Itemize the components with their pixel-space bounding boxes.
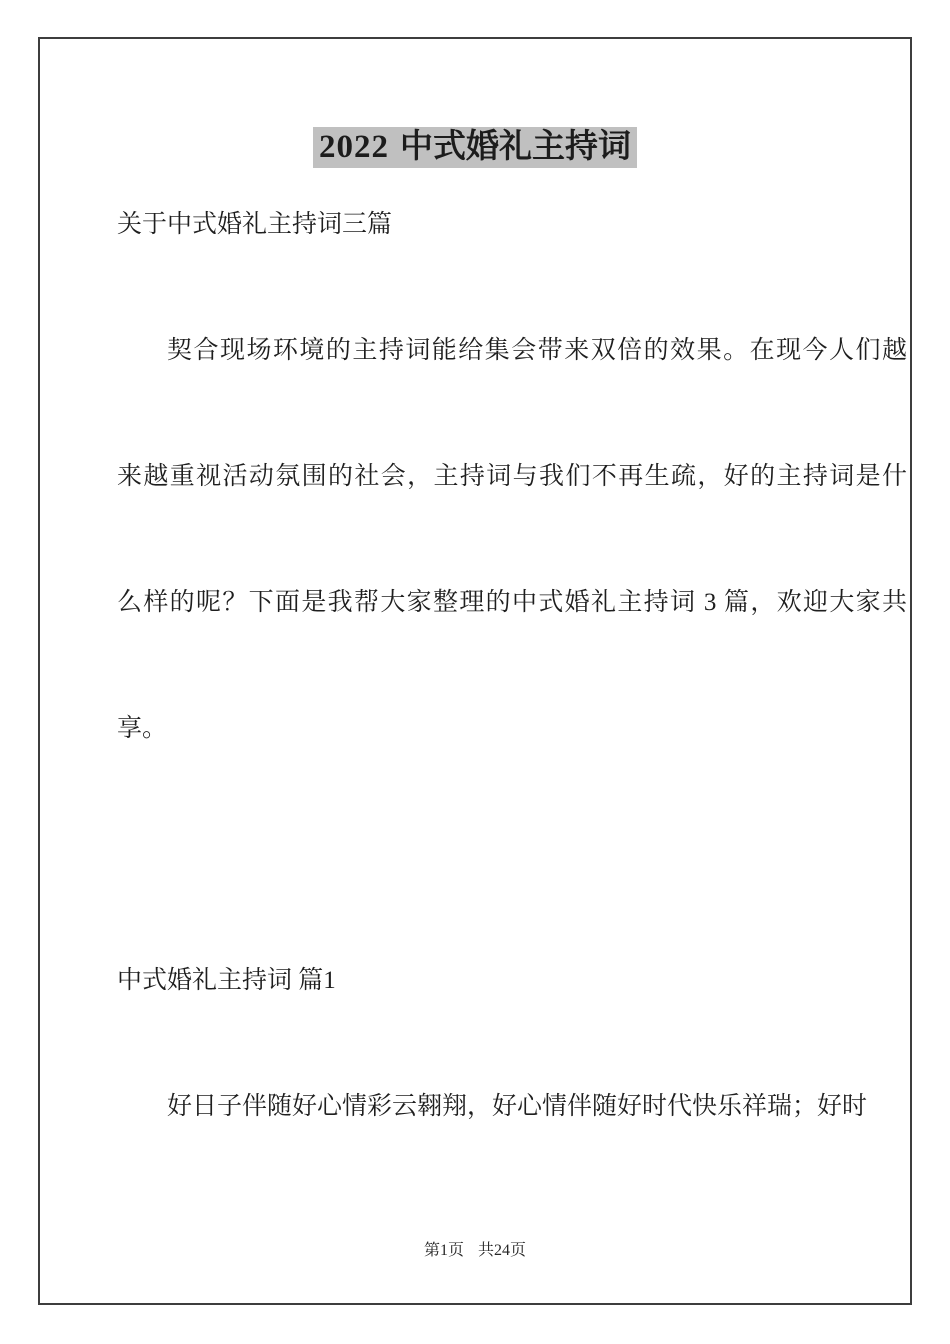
- text-line: 好日子伴随好心情彩云翱翔，好心情伴随好时代快乐祥瑞；好时: [167, 1093, 868, 1120]
- text-line: 么样的呢？下面是我帮大家整理的中式婚礼主持词 3 篇，欢迎大家共: [117, 589, 907, 616]
- title-year: 2022: [319, 129, 389, 165]
- text-line: 来越重视活动氛围的社会，主持词与我们不再生疏，好的主持词是什: [117, 463, 907, 490]
- total-pages: 共24页: [478, 1242, 527, 1259]
- section-heading-line: 中式婚礼主持词 篇1: [117, 967, 336, 994]
- text-line: 契合现场环境的主持词能给集会带来双倍的效果。在现今人们越: [167, 337, 907, 364]
- page-number: 第1页: [423, 1242, 464, 1259]
- document-page: [38, 37, 912, 1305]
- title-text: 中式婚礼主持词: [400, 129, 631, 165]
- text-line-blank: [117, 792, 907, 918]
- text-line: 享。: [117, 715, 168, 742]
- page-footer: [40, 1241, 910, 1261]
- body-text: [117, 162, 907, 1170]
- text-line: 关于中式婚礼主持词三篇: [117, 211, 393, 238]
